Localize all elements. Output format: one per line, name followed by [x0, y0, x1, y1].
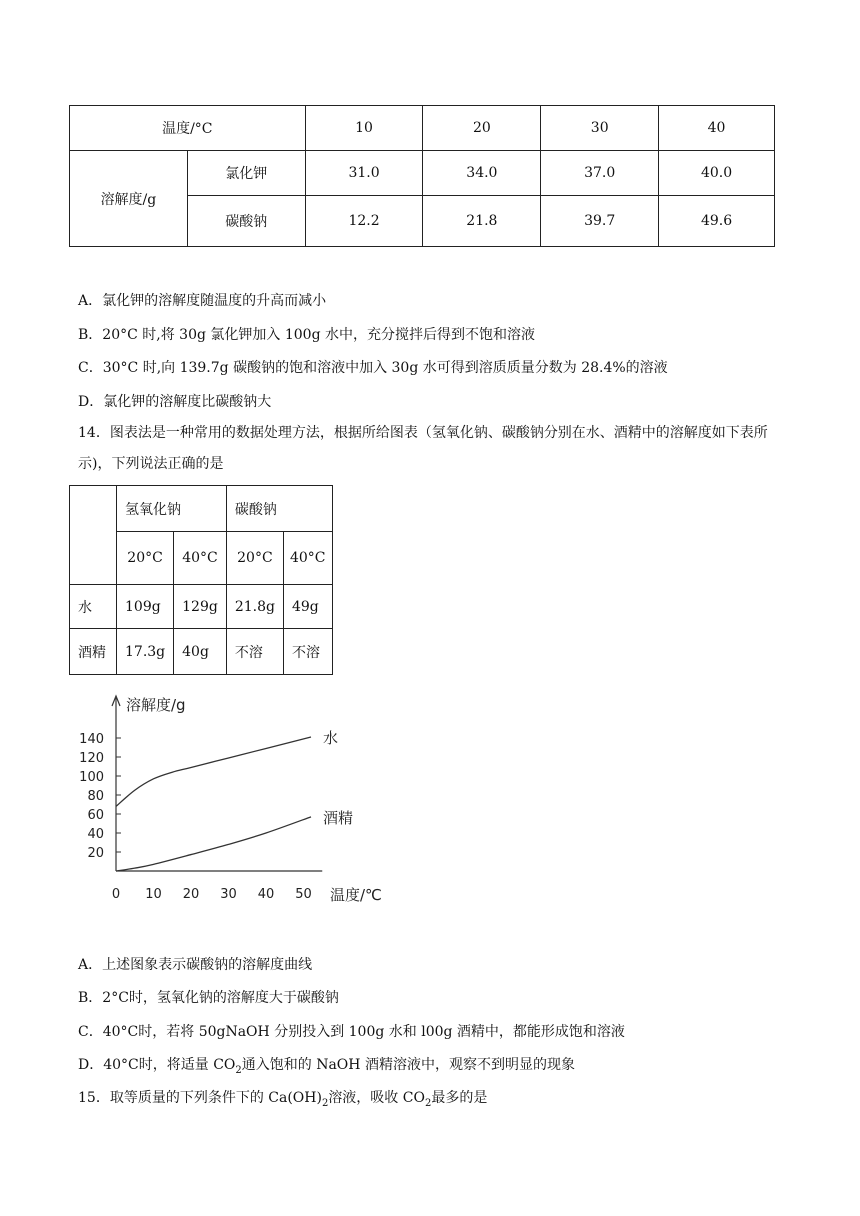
- table-cell: 31.0: [305, 151, 423, 196]
- table-header-cell: 氢氧化钠: [117, 486, 227, 532]
- y-tick-label: 80: [87, 789, 104, 804]
- chart-y-axis-label: 溶解度/g: [126, 696, 186, 714]
- table-header-cell: 40°C: [283, 532, 332, 585]
- q14-option-a: A．上述图象表示碳酸钠的溶解度曲线: [78, 957, 313, 973]
- table-row-label: 水: [70, 585, 117, 629]
- table-row: [70, 486, 333, 532]
- table-cell: 17.3g: [117, 629, 174, 675]
- table-header-cell: 温度/°C: [70, 106, 306, 151]
- table-header-cell: 30: [541, 106, 659, 151]
- table-cell: 109g: [117, 585, 174, 629]
- table-cell: 12.2: [305, 196, 423, 247]
- q14-option-b: B．2°C时，氢氧化钠的溶解度大于碳酸钠: [78, 990, 339, 1006]
- table-row-label: 碳酸钠: [187, 196, 305, 247]
- table-cell: 40.0: [659, 151, 775, 196]
- series-label-water: 水: [323, 729, 339, 748]
- table-header-cell: 40: [659, 106, 775, 151]
- q13-option-a: A．氯化钾的溶解度随温度的升高而减小: [78, 293, 327, 309]
- series-label-alcohol: 酒精: [323, 808, 354, 827]
- series-line-water: [116, 737, 311, 806]
- q14-stem: 14．图表法是一种常用的数据处理方法，根据所给图表（氢氧化钠、碳酸钠分别在水、酒精中的溶解度如下表所示)，下列说法正确的是: [78, 425, 768, 472]
- subscript: 2: [235, 1064, 242, 1076]
- table-row-label: 氯化钾: [187, 151, 305, 196]
- q13-option-b: B．20°C 时,将 30g 氯化钾加入 100g 水中，充分搅拌后得到不饱和溶液: [78, 327, 535, 343]
- q14-option-d-prefix: D．40°C时，将适量 CO: [78, 1057, 236, 1073]
- q15-prefix: 15．取等质量的下列条件下的 Ca(OH): [78, 1090, 322, 1106]
- table-cell: 不溶: [283, 629, 332, 675]
- table-cell: 40g: [174, 629, 227, 675]
- y-tick-label: 20: [87, 846, 104, 861]
- table-cell: 21.8: [423, 196, 541, 247]
- table-header-cell: 碳酸钠: [226, 486, 332, 532]
- table-row-group-label: 溶解度/g: [70, 151, 188, 247]
- q15-stem: [78, 1087, 487, 1109]
- y-tick-label: 140: [79, 732, 104, 747]
- table-cell: 21.8g: [226, 585, 283, 629]
- y-tick-label: 100: [79, 770, 104, 785]
- subscript: 2: [424, 1097, 432, 1109]
- table-header-cell: 10: [305, 106, 423, 151]
- q15-middle: 溶液，吸收 CO: [328, 1090, 425, 1106]
- series-line-alcohol: [116, 817, 311, 871]
- q14-option-c: C．40°C时，若将 50gNaOH 分别投入到 100g 水和 l00g 酒精中，都能形成饱和溶液: [78, 1024, 625, 1040]
- table-row-label: 酒精: [70, 629, 117, 675]
- x-tick-label: 40: [257, 887, 275, 902]
- q15-suffix: 最多的是: [431, 1090, 488, 1106]
- table-row: [70, 106, 775, 151]
- table-cell: 不溶: [226, 629, 283, 675]
- table-row: [70, 151, 775, 196]
- chart-axes: [79, 696, 322, 902]
- x-tick-label: 50: [295, 887, 312, 902]
- solubility-curve-chart: [70, 690, 390, 915]
- x-tick-label: 20: [182, 887, 200, 902]
- table-header-cell: 20°C: [117, 532, 174, 585]
- table-row: [70, 585, 333, 629]
- table-cell: 39.7: [541, 196, 659, 247]
- chart-x-axis-label: 温度/℃: [330, 886, 382, 904]
- table-header-cell: 20: [423, 106, 541, 151]
- y-tick-label: 60: [87, 808, 104, 823]
- q14-option-d-suffix: 通入饱和的 NaOH 酒精溶液中，观察不到明显的现象: [241, 1057, 575, 1073]
- y-tick-label: 120: [79, 751, 104, 766]
- x-tick-label: 0: [111, 887, 121, 902]
- q13-option-c: C．30°C 时,向 139.7g 碳酸钠的饱和溶液中加入 30g 水可得到溶质质量分数为 28.4%的溶液: [78, 360, 668, 376]
- table-header-cell: 20°C: [226, 532, 283, 585]
- table-cell: 49.6: [659, 196, 775, 247]
- x-tick-label: 30: [220, 887, 237, 902]
- solubility-table-kcl-na2co3: [69, 105, 775, 247]
- x-tick-label: 10: [145, 887, 162, 902]
- table-header-cell: 40°C: [174, 532, 227, 585]
- q14-option-d: [78, 1054, 575, 1076]
- table-cell: 129g: [174, 585, 227, 629]
- y-tick-label: 40: [87, 827, 104, 842]
- subscript: 2: [321, 1097, 329, 1109]
- chart-marks: [116, 729, 353, 871]
- q13-option-d: D．氯化钾的溶解度比碳酸钠大: [78, 394, 272, 410]
- table-row: [70, 629, 333, 675]
- table-corner-cell: [70, 486, 117, 585]
- table-cell: 49g: [283, 585, 332, 629]
- solubility-table-naoh-na2co3: [69, 485, 333, 675]
- table-cell: 34.0: [423, 151, 541, 196]
- table-cell: 37.0: [541, 151, 659, 196]
